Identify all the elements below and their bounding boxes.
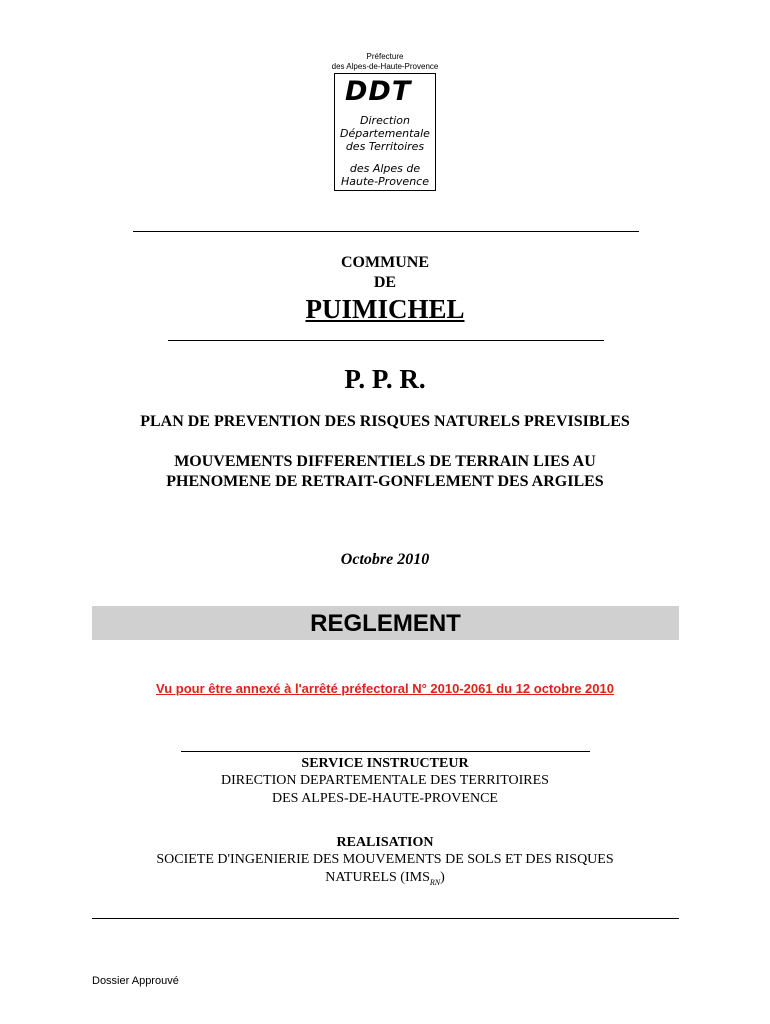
- ddt-logo: [334, 73, 436, 191]
- ddt-logo-line-1: Direction: [360, 114, 410, 127]
- ddt-logo-line-4: des Alpes de: [349, 162, 421, 175]
- divider-middle: [168, 340, 604, 341]
- service-line-1: DIRECTION DEPARTEMENTALE DES TERRITOIRES: [221, 773, 549, 788]
- realisation-title: REALISATION: [336, 835, 434, 850]
- subject-line-2: PHENOMENE DE RETRAIT-GONFLEMENT DES ARGILES: [166, 473, 604, 490]
- reglement-label: REGLEMENT: [310, 610, 461, 637]
- document-status: Dossier Approuvé: [92, 975, 179, 987]
- document-date: Octobre 2010: [340, 551, 430, 568]
- realisation-line-2-prefix: NATURELS (IMS: [325, 870, 430, 885]
- ddt-logo-line-5: Haute-Provence: [341, 175, 429, 188]
- divider-service: [181, 751, 590, 752]
- realisation-line-2-suffix: ): [440, 870, 445, 885]
- realisation-line-2: [0, 869, 770, 892]
- de-label: DE: [373, 274, 397, 291]
- prefecture-line-2: des Alpes-de-Haute-Provence: [331, 62, 439, 71]
- realisation-line-2-sub: RN: [429, 877, 441, 887]
- divider-bottom: [92, 918, 679, 919]
- annex-notice: Vu pour être annexé à l'arrêté préfectoral N° 2010-2061 du 12 octobre 2010: [156, 681, 614, 696]
- divider-top: [133, 231, 639, 232]
- commune-name: PUIMICHEL: [305, 294, 465, 324]
- ddt-logo-acronym: DDT: [345, 76, 412, 107]
- ddt-logo-line-3: des Territoires: [345, 140, 425, 153]
- ppr-acronym: P. P. R.: [344, 364, 426, 394]
- prefecture-label: [0, 52, 770, 72]
- prefecture-line-1: Préfecture: [366, 52, 404, 61]
- ddt-logo-line-2: Départementale: [340, 127, 430, 140]
- reglement-banner: [92, 606, 679, 640]
- subject-line-1: MOUVEMENTS DIFFERENTIELS DE TERRAIN LIES AU: [174, 453, 596, 470]
- realisation-line-1: SOCIETE D'INGENIERIE DES MOUVEMENTS DE SOLS ET DES RISQUES: [156, 852, 614, 867]
- commune-label: COMMUNE: [341, 254, 429, 271]
- service-title: SERVICE INSTRUCTEUR: [301, 756, 469, 771]
- plan-title: PLAN DE PREVENTION DES RISQUES NATURELS PREVISIBLES: [140, 413, 630, 430]
- service-line-2: DES ALPES-DE-HAUTE-PROVENCE: [272, 791, 498, 806]
